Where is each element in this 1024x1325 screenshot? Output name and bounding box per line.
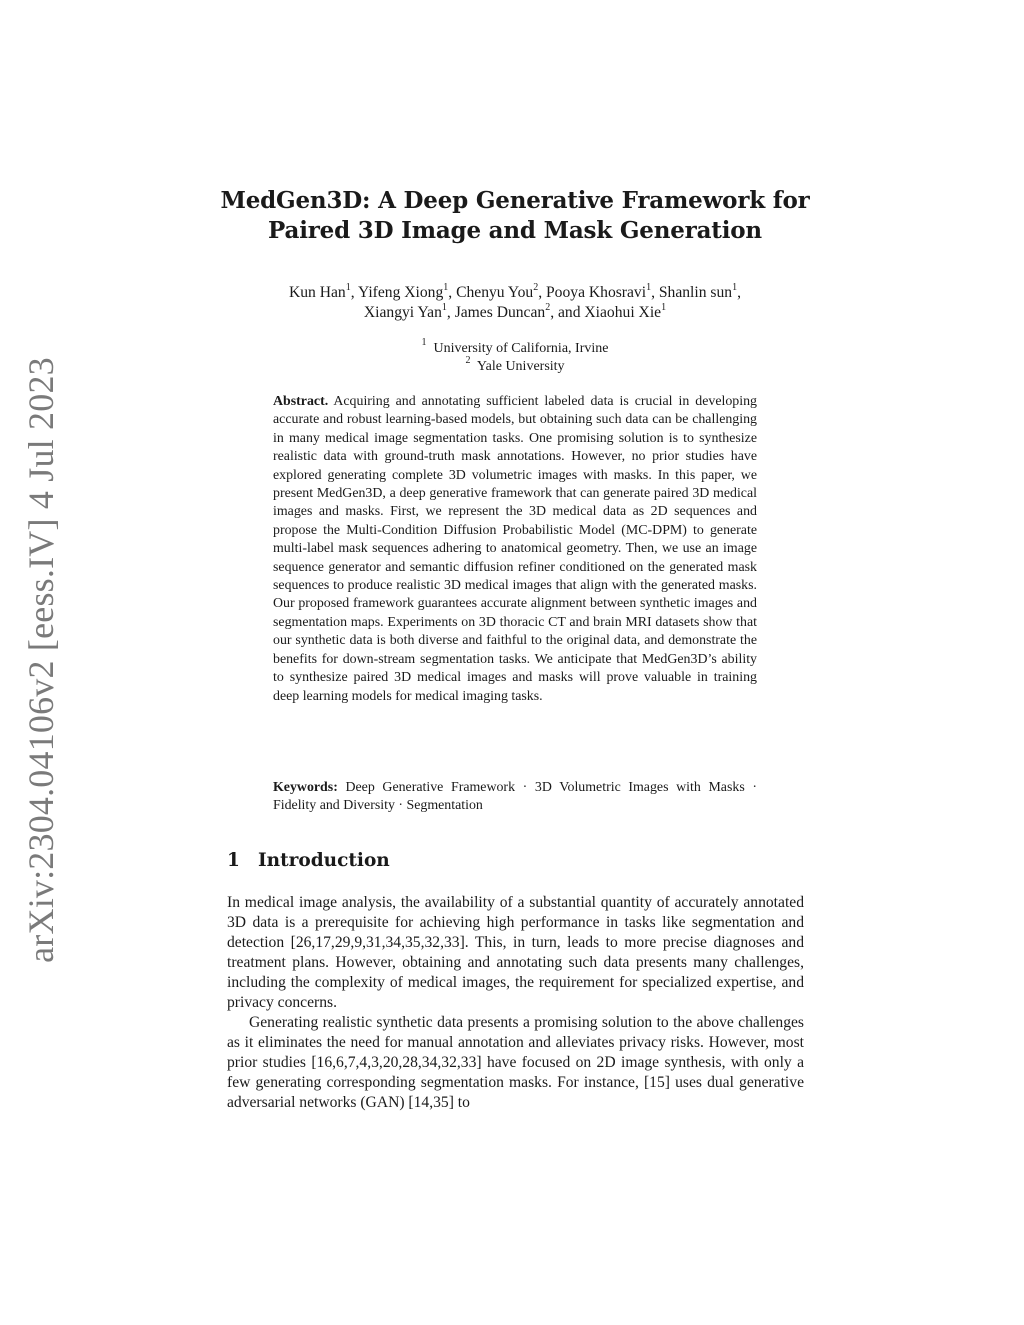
- author-conjunction: and: [558, 304, 581, 321]
- arxiv-identifier-stamp: [20, 356, 62, 963]
- affiliation-name: University of California, Irvine: [433, 341, 609, 356]
- section-number: 1: [227, 850, 240, 871]
- author-affiliation-mark: 1: [661, 301, 667, 313]
- keywords-text: Deep Generative Framework · 3D Volumetric Images with Masks · Fidelity and Diversity · Segmentation: [273, 780, 757, 814]
- keywords-label: Keywords:: [273, 780, 338, 795]
- paper-title: [200, 186, 830, 246]
- affiliation-mark: 1: [421, 337, 427, 349]
- section-heading: [227, 849, 390, 873]
- author-affiliation-mark: 2: [545, 301, 551, 313]
- author-affiliation-mark: 1: [646, 281, 652, 293]
- affiliation-item: [200, 337, 830, 358]
- author-affiliation-mark: 1: [441, 301, 447, 313]
- affiliation-name: Yale University: [476, 359, 565, 374]
- author-line-1: Kun Han$^1$, Yifeng Xiong$^1$, Chenyu You$^2$, Pooya Khosravi$^1$, Shanlin sun$^1$,: [289, 281, 741, 301]
- author-name: Shanlin sun: [658, 284, 733, 301]
- author-name: Yifeng Xiong: [357, 284, 444, 301]
- author-affiliation-mark: 2: [533, 281, 539, 293]
- abstract-text: Acquiring and annotating sufficient labeled data is crucial in developing accurate and robust learning-based models, but obtaining such data can be challenging in many medical image segmentation tasks. One promising solution is to synthesize realistic data with ground-truth mask annotations. However, no prior studies have explored generating complete 3D volumetric images with masks. In this paper, we present MedGen3D, a deep generative framework that can generate paired 3D medical images and masks. First, we represent the 3D medical data as 2D sequences and propose the Multi-Condition Diffusion Probabilistic Model (MC-DPM) to generate multi-label mask sequences adhering to anatomical geometry. Then, we use an image sequence generator and semantic diffusion refiner conditioned on the generated mask sequences to produce realistic 3D medical images that align with the generated masks. Our proposed framework guarantees accurate alignment between synthetic images and segmentation maps. Experiments on 3D thoracic CT and brain MRI datasets show that our synthetic data is both diverse and faithful to the original data, and demonstrate the benefits for down-stream segmentation tasks. We anticipate that MedGen3D’s ability to synthesize paired 3D medical images and masks will prove valuable in training deep learning models for medical imaging tasks.: [273, 394, 757, 704]
- author-name: James Duncan: [454, 304, 546, 321]
- author-name: Xiaohui Xie: [584, 304, 662, 321]
- author-affiliation-mark: 1: [443, 281, 449, 293]
- paper-title-line-2: Paired 3D Image and Mask Generation: [268, 217, 762, 244]
- keywords: [273, 779, 757, 816]
- author-name: Kun Han: [289, 284, 346, 301]
- author-name: Chenyu You: [456, 284, 534, 301]
- paper-title-line-1: MedGen3D: A Deep Generative Framework for: [220, 187, 810, 214]
- author-line-2: Xiangyi Yan$^1$, James Duncan$^2$, and Xiaohui Xie$^1$: [363, 301, 667, 321]
- arxiv-identifier: arXiv:2304.04106v2 [eess.IV] 4 Jul 2023: [21, 356, 62, 963]
- affiliation-mark: 2: [465, 355, 471, 367]
- affiliation-item: [200, 355, 830, 376]
- section-title: Introduction: [258, 850, 390, 871]
- introduction-body: [227, 893, 804, 1113]
- abstract: [273, 393, 757, 706]
- author-list: [200, 283, 830, 323]
- author-name: Xiangyi Yan: [363, 304, 442, 321]
- body-paragraph: In medical image analysis, the availability of a substantial quantity of accurately annotated 3D data is a prerequisite for achieving high performance in tasks like segmentation and detection [26,17,29,9,31,34,35,32,33]. This, in turn, leads to more precise diagnoses and treatment plans. However, obtaining and annotating such data presents many challenges, including the complexity of medical images, the requirement for specialized expertise, and privacy concerns.: [227, 894, 804, 1011]
- author-affiliation-mark: 1: [732, 281, 738, 293]
- author-name: Pooya Khosravi: [546, 284, 647, 301]
- author-affiliation-mark: 1: [345, 281, 351, 293]
- affiliation-list: [200, 337, 830, 376]
- abstract-label: Abstract.: [273, 394, 329, 409]
- body-paragraph: Generating realistic synthetic data presents a promising solution to the above challenges as it eliminates the need for manual annotation and alleviates privacy risks. However, most prior studies [16,6,7,4,3,20,28,34,32,33] have focused on 2D image synthesis, with only a few generating corresponding segmentation masks. For instance, [15] uses dual generative adversarial networks (GAN) [14,35] to: [227, 1014, 804, 1111]
